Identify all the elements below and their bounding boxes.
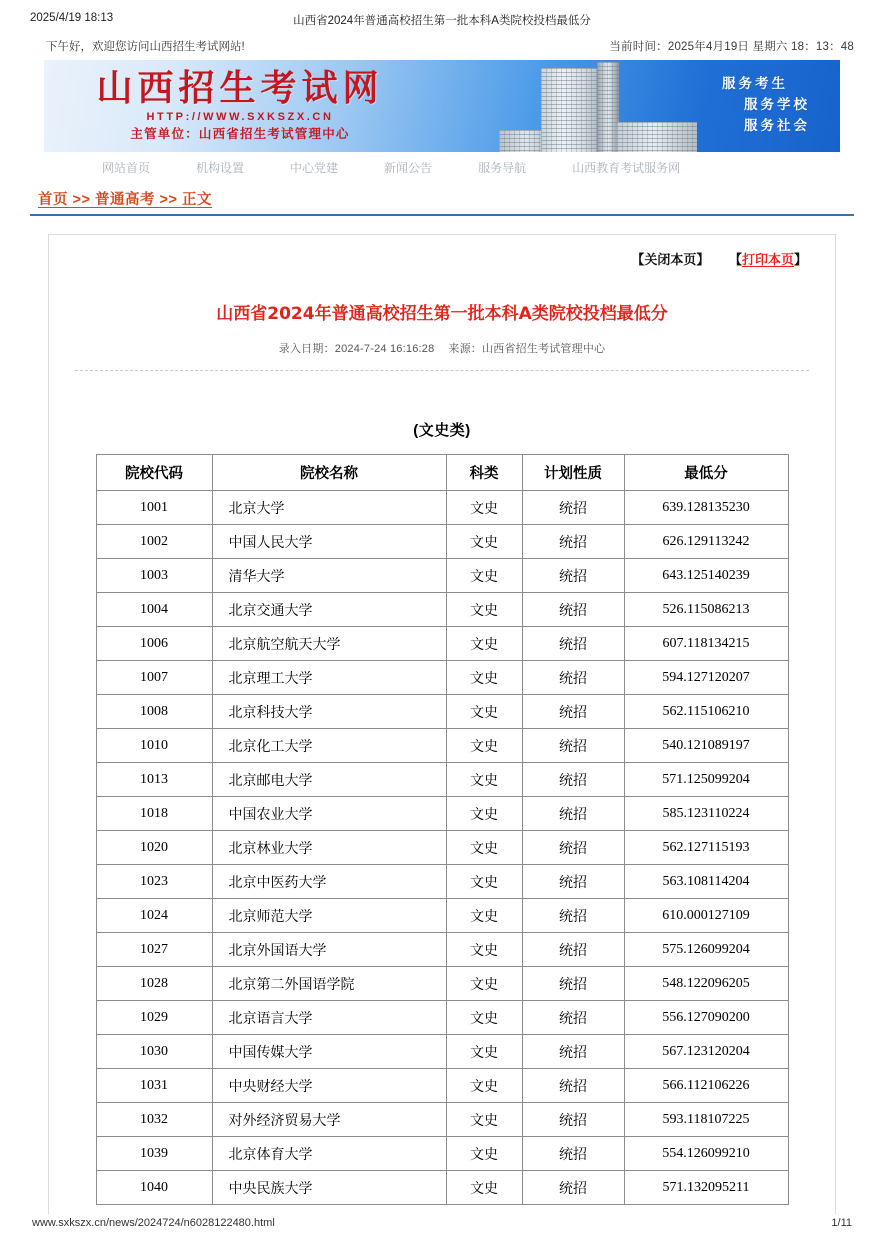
- table-row: [96, 1001, 788, 1035]
- cell-plan: 统招: [522, 1035, 624, 1069]
- table-header-row: [96, 455, 788, 491]
- article-date-value: 2024-7-24 16:16:28: [334, 343, 435, 355]
- cell-code: 1028: [96, 967, 212, 1001]
- cell-score: 562.127115193: [624, 831, 788, 865]
- cell-plan: 统招: [522, 865, 624, 899]
- building-illustration-icon: [499, 62, 704, 152]
- col-header-score: 最低分: [624, 455, 788, 491]
- print-bracket-right: 】: [793, 252, 807, 267]
- close-page-button[interactable]: 【关闭本页】: [631, 252, 710, 267]
- cell-code: 1018: [96, 797, 212, 831]
- table-category-title: (文史类): [413, 422, 471, 439]
- cell-type: 文史: [446, 831, 522, 865]
- cell-type: 文史: [446, 1001, 522, 1035]
- cell-score: 626.129113242: [624, 525, 788, 559]
- cell-name: 北京大学: [212, 491, 446, 525]
- cell-code: 1039: [96, 1137, 212, 1171]
- col-header-type: 科类: [446, 455, 522, 491]
- breadcrumb-bar: [30, 188, 854, 216]
- cell-type: 文史: [446, 763, 522, 797]
- cell-type: 文史: [446, 865, 522, 899]
- current-time-value: 2025年4月19日 星期六 18：13：48: [667, 41, 854, 53]
- cell-type: 文史: [446, 491, 522, 525]
- cell-type: 文史: [446, 525, 522, 559]
- cell-score: 610.000127109: [624, 899, 788, 933]
- print-page-label: 打印本页: [741, 252, 794, 267]
- cell-plan: 统招: [522, 1137, 624, 1171]
- cell-code: 1013: [96, 763, 212, 797]
- nav-item-news[interactable]: 新闻公告: [384, 160, 433, 175]
- table-row: [96, 491, 788, 525]
- print-header-timestamp: 2025/4/19 18:13: [30, 12, 114, 24]
- article-date-label: 录入日期：: [278, 343, 335, 355]
- cell-plan: 统招: [522, 559, 624, 593]
- cell-score: 556.127090200: [624, 1001, 788, 1035]
- print-footer: [0, 1217, 884, 1233]
- cell-code: 1040: [96, 1171, 212, 1205]
- cell-code: 1027: [96, 933, 212, 967]
- cell-score: 607.118134215: [624, 627, 788, 661]
- cell-code: 1007: [96, 661, 212, 695]
- table-row: [96, 831, 788, 865]
- cell-type: 文史: [446, 1035, 522, 1069]
- site-logo-authority: 主管单位：山西省招生考试管理中心: [130, 126, 350, 141]
- cell-code: 1032: [96, 1103, 212, 1137]
- nav-item-services[interactable]: 服务导航: [478, 160, 527, 175]
- divider: [75, 370, 809, 371]
- cell-score: 526.115086213: [624, 593, 788, 627]
- cell-code: 1001: [96, 491, 212, 525]
- cell-code: 1031: [96, 1069, 212, 1103]
- cell-name: 中央财经大学: [212, 1069, 446, 1103]
- cell-name: 对外经济贸易大学: [212, 1103, 446, 1137]
- table-row: [96, 967, 788, 1001]
- print-footer-url: www.sxkszx.cn/news/2024724/n6028122480.html: [32, 1217, 275, 1229]
- article-source-label: 来源：: [448, 343, 483, 355]
- score-table: [96, 454, 789, 1205]
- cell-code: 1024: [96, 899, 212, 933]
- article-actions: [49, 235, 835, 276]
- table-row: [96, 627, 788, 661]
- cell-type: 文史: [446, 661, 522, 695]
- cell-score: 548.122096205: [624, 967, 788, 1001]
- cell-code: 1003: [96, 559, 212, 593]
- cell-plan: 统招: [522, 1171, 624, 1205]
- article-card: [48, 234, 836, 1214]
- cell-score: 563.108114204: [624, 865, 788, 899]
- table-row: [96, 695, 788, 729]
- table-row: [96, 763, 788, 797]
- current-time: [609, 38, 854, 54]
- welcome-bar: [30, 36, 854, 58]
- cell-type: 文史: [446, 1103, 522, 1137]
- cell-score: 639.128135230: [624, 491, 788, 525]
- table-row: [96, 593, 788, 627]
- cell-score: 571.132095211: [624, 1171, 788, 1205]
- cell-type: 文史: [446, 729, 522, 763]
- cell-plan: 统招: [522, 831, 624, 865]
- cell-code: 1006: [96, 627, 212, 661]
- cell-score: 585.123110224: [624, 797, 788, 831]
- slogan-line-3: 服务社会: [744, 118, 810, 134]
- article-meta: [49, 340, 835, 356]
- cell-name: 北京外国语大学: [212, 933, 446, 967]
- cell-score: 567.123120204: [624, 1035, 788, 1069]
- cell-plan: 统招: [522, 627, 624, 661]
- cell-type: 文史: [446, 1069, 522, 1103]
- cell-type: 文史: [446, 933, 522, 967]
- cell-plan: 统招: [522, 525, 624, 559]
- cell-code: 1023: [96, 865, 212, 899]
- breadcrumb[interactable]: 首页 >> 普通高考 >> 正文: [38, 192, 212, 208]
- cell-name: 北京第二外国语学院: [212, 967, 446, 1001]
- cell-name: 北京理工大学: [212, 661, 446, 695]
- cell-code: 1030: [96, 1035, 212, 1069]
- cell-plan: 统招: [522, 1069, 624, 1103]
- cell-type: 文史: [446, 899, 522, 933]
- print-page-button[interactable]: [729, 249, 807, 268]
- cell-name: 中央民族大学: [212, 1171, 446, 1205]
- cell-name: 北京化工大学: [212, 729, 446, 763]
- table-row: [96, 1137, 788, 1171]
- table-row: [96, 1069, 788, 1103]
- print-header-title: 山西省2024年普通高校招生第一批本科A类院校投档最低分: [293, 15, 591, 27]
- cell-code: 1010: [96, 729, 212, 763]
- page-title: 山西省2024年普通高校招生第一批本科A类院校投档最低分: [216, 304, 668, 324]
- cell-name: 北京师范大学: [212, 899, 446, 933]
- cell-plan: 统招: [522, 593, 624, 627]
- cell-type: 文史: [446, 627, 522, 661]
- site-logo[interactable]: [90, 66, 390, 142]
- print-bracket-left: 【: [728, 252, 742, 267]
- cell-type: 文史: [446, 559, 522, 593]
- table-row: [96, 797, 788, 831]
- nav-item-party[interactable]: 中心党建: [290, 160, 339, 175]
- greeting-text: 下午好，欢迎您访问山西招生考试网站!: [46, 41, 245, 53]
- table-row: [96, 933, 788, 967]
- print-footer-page: 1/11: [831, 1217, 852, 1229]
- score-table-body: [96, 491, 788, 1205]
- banner-slogan: [722, 74, 810, 137]
- cell-score: 566.112106226: [624, 1069, 788, 1103]
- cell-code: 1002: [96, 525, 212, 559]
- nav-item-home[interactable]: 网站首页: [102, 160, 151, 175]
- cell-name: 中国传媒大学: [212, 1035, 446, 1069]
- cell-name: 北京语言大学: [212, 1001, 446, 1035]
- cell-score: 594.127120207: [624, 661, 788, 695]
- cell-plan: 统招: [522, 967, 624, 1001]
- cell-code: 1004: [96, 593, 212, 627]
- cell-score: 593.118107225: [624, 1103, 788, 1137]
- cell-plan: 统招: [522, 763, 624, 797]
- table-row: [96, 1035, 788, 1069]
- cell-score: 554.126099210: [624, 1137, 788, 1171]
- cell-score: 571.125099204: [624, 763, 788, 797]
- cell-type: 文史: [446, 1171, 522, 1205]
- cell-code: 1008: [96, 695, 212, 729]
- col-header-code: 院校代码: [96, 455, 212, 491]
- cell-name: 北京体育大学: [212, 1137, 446, 1171]
- cell-plan: 统招: [522, 491, 624, 525]
- cell-code: 1020: [96, 831, 212, 865]
- cell-plan: 统招: [522, 797, 624, 831]
- cell-code: 1029: [96, 1001, 212, 1035]
- table-row: [96, 899, 788, 933]
- table-row: [96, 1103, 788, 1137]
- cell-plan: 统招: [522, 661, 624, 695]
- cell-type: 文史: [446, 1137, 522, 1171]
- table-row: [96, 661, 788, 695]
- cell-plan: 统招: [522, 1001, 624, 1035]
- cell-score: 562.115106210: [624, 695, 788, 729]
- cell-name: 中国人民大学: [212, 525, 446, 559]
- cell-plan: 统招: [522, 899, 624, 933]
- cell-type: 文史: [446, 695, 522, 729]
- site-banner: [44, 60, 840, 152]
- print-header: [0, 12, 884, 30]
- cell-name: 北京中医药大学: [212, 865, 446, 899]
- nav-item-exam-service-site[interactable]: 山西教育考试服务网: [572, 160, 681, 175]
- cell-name: 北京林业大学: [212, 831, 446, 865]
- cell-name: 北京科技大学: [212, 695, 446, 729]
- cell-type: 文史: [446, 797, 522, 831]
- cell-name: 清华大学: [212, 559, 446, 593]
- slogan-line-1: 服务考生: [722, 76, 788, 92]
- cell-name: 中国农业大学: [212, 797, 446, 831]
- nav-item-org[interactable]: 机构设置: [196, 160, 245, 175]
- cell-type: 文史: [446, 967, 522, 1001]
- table-row: [96, 1171, 788, 1205]
- site-logo-url: HTTP://WWW.SXKSZX.CN: [146, 111, 334, 123]
- cell-plan: 统招: [522, 729, 624, 763]
- table-row: [96, 865, 788, 899]
- cell-name: 北京邮电大学: [212, 763, 446, 797]
- cell-type: 文史: [446, 593, 522, 627]
- current-time-label: 当前时间：: [609, 41, 668, 53]
- col-header-name: 院校名称: [212, 455, 446, 491]
- table-row: [96, 559, 788, 593]
- cell-name: 北京交通大学: [212, 593, 446, 627]
- table-row: [96, 525, 788, 559]
- cell-plan: 统招: [522, 695, 624, 729]
- slogan-line-2: 服务学校: [744, 97, 810, 113]
- table-row: [96, 729, 788, 763]
- col-header-plan: 计划性质: [522, 455, 624, 491]
- site-logo-name: 山西招生考试网: [96, 67, 384, 109]
- main-navigation: [44, 152, 840, 182]
- cell-name: 北京航空航天大学: [212, 627, 446, 661]
- cell-score: 575.126099204: [624, 933, 788, 967]
- cell-score: 540.121089197: [624, 729, 788, 763]
- cell-plan: 统招: [522, 1103, 624, 1137]
- cell-plan: 统招: [522, 933, 624, 967]
- article-source-value: 山西省招生考试管理中心: [482, 343, 606, 355]
- page-body: [0, 36, 884, 1214]
- cell-score: 643.125140239: [624, 559, 788, 593]
